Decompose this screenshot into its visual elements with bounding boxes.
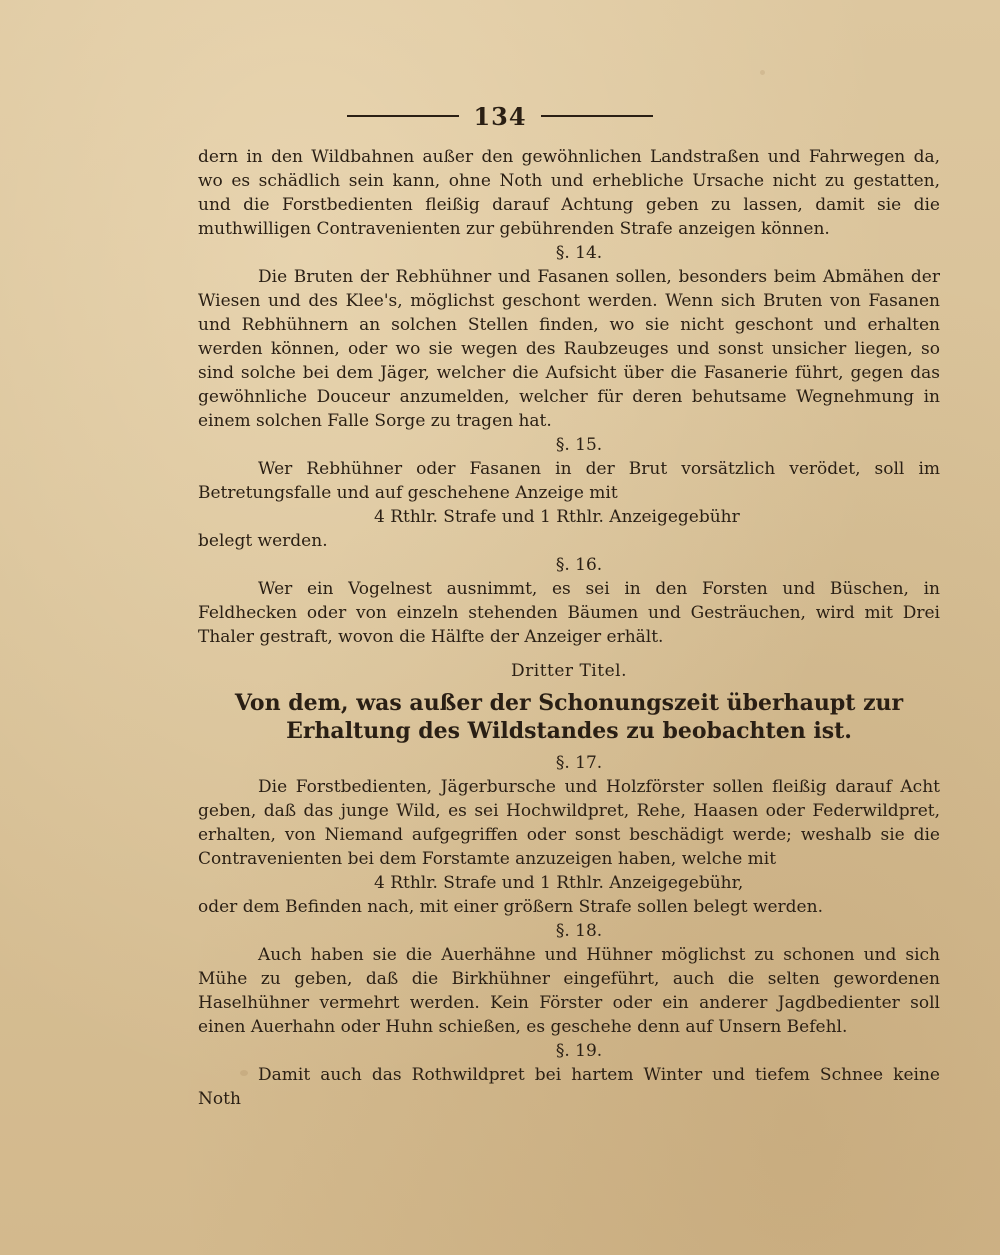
- section-18-heading: §. 18.: [555, 921, 603, 941]
- page-header: [0, 96, 1000, 136]
- section-16-text: Wer ein Vogelnest ausnimmt, es sei in den Forsten und Büschen, in Feldhecken oder von einzeln stehenden Bäumen und Gesträuchen, wird mit Drei Thaler gestraft, wovon die Hälfte der Anzeiger erhält.: [198, 579, 940, 647]
- section-15-closing: belegt werden.: [198, 531, 328, 551]
- section-16-heading: §. 16.: [555, 555, 603, 575]
- header-rule-left: [347, 115, 459, 117]
- section-17-text: Die Forstbedienten, Jägerbursche und Holzförster sollen fleißig darauf Acht geben, daß das junge Wild, es sei Hochwildpret, Rehe, Haasen oder Federwildpret, erhalten, von Niemand aufgegriffen oder sonst beschädigt werde; weshalb sie die Contravenienten bei dem Forstamte anzuzeigen haben, welche mit: [198, 777, 940, 869]
- section-17-closing: oder dem Befinden nach, mit einer größern Strafe sollen belegt werden.: [198, 897, 823, 917]
- section-17-heading: §. 17.: [555, 753, 603, 773]
- title-label: Dritter Titel.: [511, 661, 627, 681]
- section-14-heading: §. 14.: [555, 243, 603, 263]
- section-19-text: Damit auch das Rothwildpret bei hartem Winter und tiefem Schnee keine Noth: [198, 1065, 940, 1109]
- section-19-heading: §. 19.: [555, 1041, 603, 1061]
- section-15-text: Wer Rebhühner oder Fasanen in der Brut vorsätzlich verödet, soll im Betretungsfalle und auf geschehene Anzeige mit: [198, 459, 940, 503]
- paper-stain: [760, 70, 765, 75]
- page-body: [198, 145, 940, 1111]
- paragraph-continuation: dern in den Wildbahnen außer den gewöhnlichen Landstraßen und Fahrwegen da, wo es schädlich sein kann, ohne Noth und erhebliche Ursache nicht zu gestatten, und die Forstbedienten fleißig darauf Achtung geben zu lassen, damit sie die muthwilligen Contravenienten zur gebührenden Strafe anzeigen können.: [198, 147, 940, 239]
- section-14-text: Die Bruten der Rebhühner und Fasanen sollen, besonders beim Abmähen der Wiesen und des Klee's, möglichst geschont werden. Wenn sich Bruten von Fasanen und Rebhühnern an solchen Stellen finden, wo sie nicht geschont und erhalten werden können, oder wo sie wegen des Raubzeuges und sonst unsicher liegen, so sind solche bei dem Jäger, welcher die Aufsicht über die Fasanerie führt, gegen das gewöhnliche Douceur anzumelden, welcher für deren behutsame Wegnehmung in einem solchen Falle Sorge zu tragen hat.: [198, 267, 940, 431]
- section-18-text: Auch haben sie die Auerhähne und Hühner möglichst zu schonen und sich Mühe zu geben, daß die Birkhühner eingeführt, auch die selten gewordenen Haselhühner vermehrt werden. Kein Förster oder ein anderer Jagdbedienter soll einen Auerhahn oder Huhn schießen, es geschehe denn auf Unsern Befehl.: [198, 945, 940, 1037]
- section-15-heading: §. 15.: [555, 435, 603, 455]
- section-15-penalty: 4 Rthlr. Strafe und 1 Rthlr. Anzeigegebühr: [374, 507, 740, 527]
- section-17-penalty: 4 Rthlr. Strafe und 1 Rthlr. Anzeigegebühr,: [374, 873, 744, 893]
- header-rule-right: [541, 115, 653, 117]
- title-heading: Von dem, was außer der Schonungszeit überhaupt zur Erhaltung des Wildstandes zu beobachten ist.: [234, 690, 904, 744]
- page-number: 134: [473, 101, 527, 131]
